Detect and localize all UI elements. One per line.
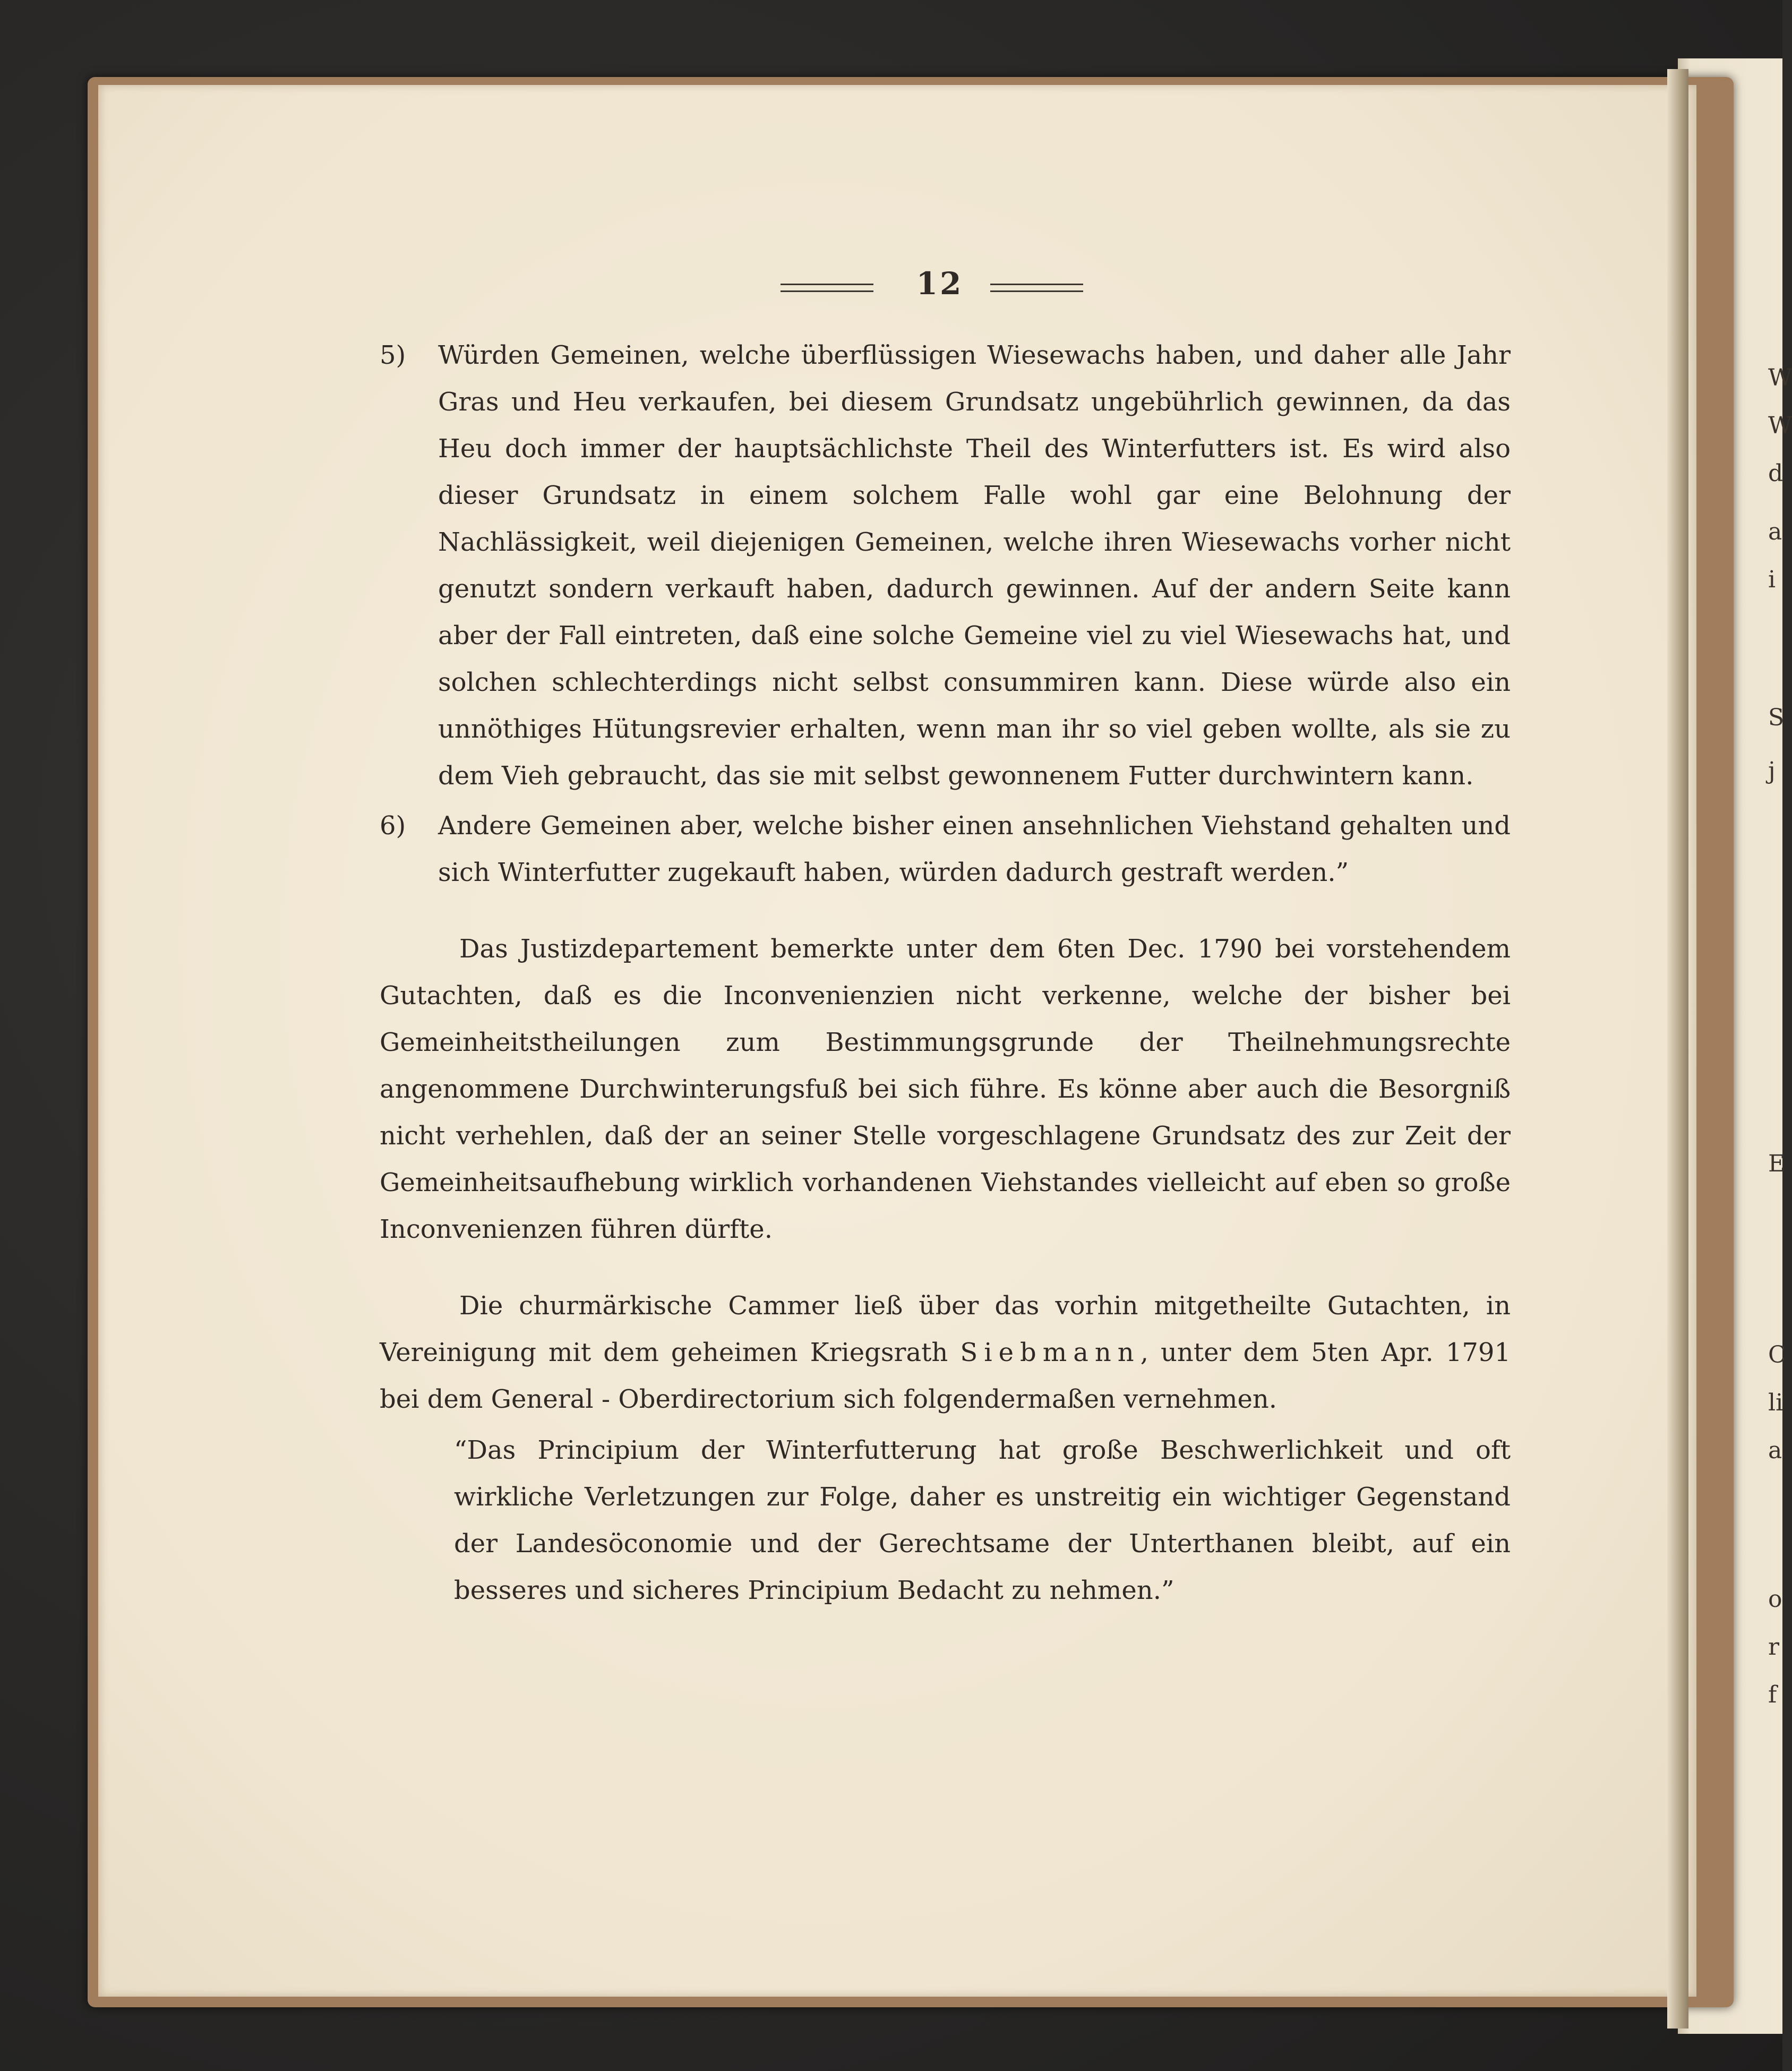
numbered-item — [380, 802, 1511, 896]
person-name: Siebmann — [960, 1338, 1141, 1367]
paragraph-justizdepartement: Das Justizdepartement bemerkte unter dem 6ten Dec. 1790 bei vorstehendem Gutachten, daß es die Inconvenienzien nicht verkenne, welche der bisher bei Gemeinheitstheilungen zum Bestimmungsgrunde der Theilnehmungsrechte angenommene Durchwinterungsfuß bei sich führe. Es könne aber auch die Besorgniß nicht verhehlen, daß der an seiner Stelle vorgeschlagene Grundsatz des zur Zeit der Gemeinheitsaufhebung wirklich vorhandenen Viehstandes vielleicht auf eben so große Inconvenienzen führen dürfte. — [380, 934, 1511, 1244]
edge-letter: j — [1768, 757, 1776, 784]
header-rule-right — [990, 284, 1083, 292]
item-text: Würden Gemeinen, welche überflüssigen Wiesewachs haben, und daher alle Jahr Gras und Heu verkaufen, bei diesem Grundsatz ungebührlich gewinnen, da das Heu doch immer der hauptsächlichste Theil des Winterfutters ist. Es wird also dieser Grundsatz in einem solchem Falle wohl gar eine Belohnung der Nachlässigkeit, weil diejenigen Gemeinen, welche ihren Wiesewachs vorher nicht genutzt sondern verkauft haben, dadurch gewinnen. Auf der andern Seite kann aber der Fall eintreten, daß eine solche Gemeine viel zu viel Wiesewachs hat, und solchen schlechterdings nicht selbst consummiren kann. Diese würde also ein unnöthiges Hütungsrevier erhalten, wenn man ihr so viel geben wollte, als sie zu dem Vieh gebraucht, das sie mit selbst gewonnenem Futter durchwintern kann. — [438, 340, 1511, 791]
paragraph-cammer — [380, 1282, 1511, 1423]
page-number: 12 — [916, 266, 964, 302]
edge-letter: li — [1768, 1389, 1784, 1416]
book-gutter — [1667, 69, 1688, 2029]
edge-letter: E — [1768, 1150, 1786, 1177]
edge-letter: S — [1768, 704, 1785, 731]
page-header — [781, 266, 1099, 308]
header-rule-left — [781, 284, 873, 292]
edge-letter: a — [1768, 1437, 1782, 1464]
edge-letter: d — [1768, 460, 1784, 487]
edge-letter: a — [1768, 518, 1782, 545]
item-text: Andere Gemeinen aber, welche bisher einen ansehnlichen Viehstand gehalten und sich Winterfutter zugekauft haben, würden dadurch gestraft werden.” — [438, 811, 1511, 887]
paragraph-text: , unter dem 5ten Apr. 1791 bei dem General - Oberdirectorium sich folgendermaßen vernehmen. — [380, 1338, 1511, 1414]
item-number: 5) — [380, 340, 406, 370]
edge-letter: W — [1768, 412, 1792, 439]
edge-letter: f — [1768, 1681, 1777, 1708]
block-quote: “Das Principium der Winterfutterung hat große Beschwerlichkeit und oft wirkliche Verletzungen zur Folge, daher es unstreitig ein wichtiger Gegenstand der Landesöconomie und der Gerechtsame der Unterthanen bleibt, auf ein besseres und sicheres Principium Bedacht zu nehmen.” — [454, 1435, 1511, 1605]
page-body — [380, 332, 1511, 1614]
edge-letter: o — [1768, 1586, 1782, 1613]
facing-page-edge-letters — [1768, 0, 1792, 2071]
edge-letter: i — [1768, 566, 1776, 593]
paragraph-text: Die churmärkische Cammer ließ über das vorhin mitgetheilte Gutachten, in Vereinigung mit dem geheimen Kriegsrath — [380, 1291, 1511, 1367]
edge-letter: C — [1768, 1341, 1786, 1368]
numbered-item — [380, 332, 1511, 799]
edge-letter: W — [1768, 364, 1792, 391]
item-number: 6) — [380, 811, 406, 841]
edge-letter: r — [1768, 1633, 1780, 1661]
